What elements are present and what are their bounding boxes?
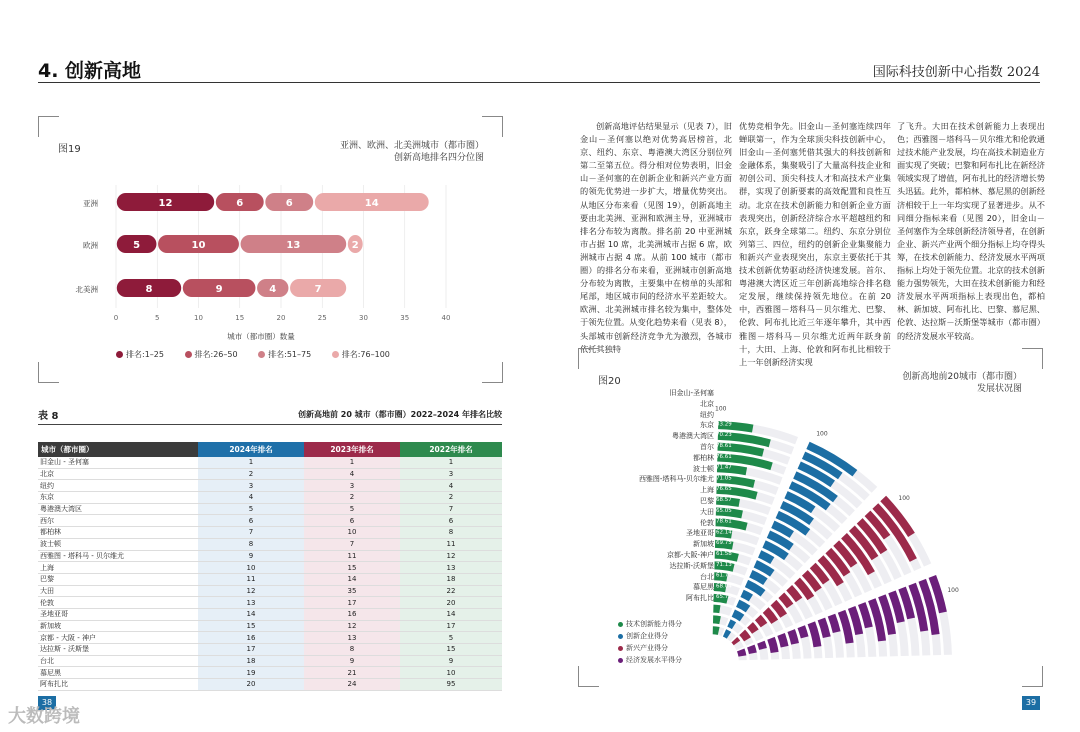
arc-bar — [713, 619, 720, 620]
frame-corner — [1022, 348, 1043, 369]
bar-value-label: 10 — [191, 240, 206, 251]
arc-bar — [771, 638, 775, 652]
score-label: 71.47 — [716, 464, 732, 471]
rank-cell: 10 — [400, 667, 502, 679]
rank-cell: 5 — [198, 503, 304, 515]
rank-cell: 1 — [304, 457, 400, 468]
legend-item — [618, 642, 682, 654]
legend-swatch — [332, 351, 339, 358]
table-row — [38, 562, 502, 574]
rank-cell: 10 — [198, 562, 304, 574]
legend-item — [185, 350, 238, 359]
rank-cell: 6 — [304, 515, 400, 527]
rank-cell: 15 — [400, 644, 502, 656]
table-header-row — [38, 442, 502, 457]
arc-bar — [733, 613, 742, 618]
table-rule — [38, 424, 502, 425]
arc-bar — [781, 634, 785, 646]
legend-label: 排名:76–100 — [341, 350, 390, 359]
legend-label: 技术创新能力得分 — [626, 620, 682, 628]
header-divider — [38, 82, 1040, 83]
arc-bar — [750, 625, 755, 632]
city-cell: 西尔 — [38, 515, 198, 527]
score-label: 68.04 — [716, 583, 732, 590]
table-row — [38, 655, 502, 667]
bar-value-label: 4 — [269, 284, 277, 295]
city-cell: 北京 — [38, 468, 198, 480]
rank-cell: 15 — [304, 562, 400, 574]
score-label: 61.70 — [716, 572, 732, 579]
score-label: 83.29 — [716, 421, 732, 428]
rank-cell: 4 — [304, 468, 400, 480]
city-label: 慕尼黑 — [693, 583, 714, 592]
rank-cell: 6 — [198, 515, 304, 527]
legend-swatch — [618, 646, 623, 651]
table-row — [38, 644, 502, 656]
ranking-table — [38, 442, 502, 691]
rank-cell: 13 — [198, 597, 304, 609]
rank-cell: 14 — [400, 608, 502, 620]
x-tick-label: 10 — [194, 314, 203, 322]
score-label: 65.78 — [716, 594, 732, 601]
frame-corner — [482, 116, 503, 137]
rank-cell: 5 — [304, 503, 400, 515]
city-cell: 伦敦 — [38, 597, 198, 609]
score-label: 78.62 — [716, 389, 732, 395]
city-label: 阿布扎比 — [686, 594, 714, 603]
city-label: 旧金山-圣何塞 — [669, 389, 714, 397]
city-cell: 台北 — [38, 655, 198, 667]
legend-label: 经济发展水平得分 — [626, 656, 682, 664]
arc-bar — [801, 627, 804, 638]
frame-corner — [578, 348, 599, 369]
x-tick-label: 20 — [276, 314, 286, 322]
arc-bar — [738, 603, 748, 609]
rank-cell: 14 — [304, 573, 400, 585]
legend-item — [618, 630, 682, 642]
category-label: 北美洲 — [75, 285, 98, 294]
x-tick-label: 40 — [441, 314, 451, 322]
rank-cell: 20 — [198, 679, 304, 691]
x-tick-label: 5 — [155, 314, 160, 322]
x-tick-label: 25 — [317, 314, 327, 322]
rank-cell: 3 — [198, 480, 304, 492]
rank-cell: 17 — [198, 644, 304, 656]
rank-cell: 5 — [400, 632, 502, 644]
scale-label: 100 — [947, 586, 959, 594]
rank-cell: 21 — [304, 667, 400, 679]
table-row — [38, 632, 502, 644]
scale-label: 100 — [898, 494, 910, 502]
rank-cell: 8 — [198, 538, 304, 550]
city-cell: 西雅图 - 塔科马 - 贝尔维尤 — [38, 550, 198, 562]
rank-cell: 12 — [400, 550, 502, 562]
body-text-col3: 了飞升。大田在技术创新能力上表现出色；西雅图－塔科马－贝尔维尤和伦敦通过技术能产业发展，均在高技术制造业方面实现了突破；巴黎和阿布扎比在新经济领域实现了增值，阿布扎比的经济增长势头迅猛。此外，都柏林、慕尼黑的创新经济相较于上一年均实现了显著进步。从不同细分指标来看（见图 20），旧金山－圣何塞作为全球创新经济领导者，在创新企业、新兴产业两个细分指标上均夺得头筹，在技术创新能力、经济发展水平两项指标上均处于领先位置。北京的技术创新能力强势领先，大田在技术创新能力和经济发展水平两项指标上表现出色，都柏林、新加坡、阿布扎比、巴黎、慕尼黑、伦敦、达拉斯－沃斯堡等城市（都市圈）的经济发展水平较高。 — [897, 121, 1045, 341]
table-row — [38, 620, 502, 632]
legend-swatch — [618, 658, 623, 663]
city-cell: 慕尼黑 — [38, 667, 198, 679]
city-label: 波士顿 — [693, 464, 714, 473]
table-row — [38, 527, 502, 539]
arc-bar — [713, 630, 719, 631]
city-label: 巴黎 — [700, 496, 714, 505]
arc-bar — [862, 604, 869, 628]
figure19-title-line2: 创新高地排名四分位图 — [393, 153, 484, 163]
frame-corner — [38, 116, 59, 137]
arc-bar — [789, 588, 799, 600]
table-row — [38, 480, 502, 492]
arc-bar — [713, 609, 720, 610]
arc-bar — [746, 584, 763, 594]
arc-bar — [852, 607, 860, 634]
rank-cell: 9 — [304, 655, 400, 667]
bar-value-label: 12 — [158, 198, 173, 209]
score-label: 76.61 — [716, 453, 732, 460]
score-label: 61.58 — [716, 551, 732, 557]
city-cell: 达拉斯 - 沃斯堡 — [38, 644, 198, 656]
score-label: 76.65 — [716, 486, 732, 493]
arc-bar — [781, 595, 790, 606]
rank-cell: 3 — [304, 480, 400, 492]
legend-swatch — [258, 351, 265, 358]
legend-swatch — [618, 634, 623, 639]
rank-cell: 17 — [304, 597, 400, 609]
frame-corner — [578, 666, 599, 687]
rank-cell: 3 — [400, 468, 502, 480]
table-row — [38, 573, 502, 585]
score-label: 78.61 — [716, 518, 732, 525]
rank-cell: 17 — [400, 620, 502, 632]
arc-bar — [761, 642, 763, 649]
score-label: 76.84 — [716, 410, 732, 417]
city-cell: 新加坡 — [38, 620, 198, 632]
table-row — [38, 457, 502, 468]
x-tick-label: 15 — [235, 314, 245, 322]
rank-cell: 6 — [400, 515, 502, 527]
arc-bar — [734, 640, 737, 643]
rank-cell: 14 — [198, 608, 304, 620]
score-label: 70.23 — [716, 432, 732, 439]
body-text-col1: 创新高地评估结果显示（见表 7），旧金山－圣何塞以绝对优势高居榜首，北京、纽约、东京、粤港澳大湾区分别位列第二至第五位。得分相对位势表明，旧金山－圣何塞的在创新企业和新兴产业方面的领先优势进一步扩大，增量优势突出。从地区分布来看（见图 19），创新高地主要由北美洲、亚洲和欧洲主导，亚洲城市排名分布较为离散。排名前 20 中亚洲城市占据 10 席，北美洲城市占据 6 席，欧洲城市占据 4 席。从前 100 城市（都市圈）的排名分布来看，亚洲城市创新高地分布较为离散，主要集中在榜单的头部和尾部，地区城市间的经济水平差距较大。欧洲、北美洲城市排名较为集中，整体处于领先位置。从变化趋势来看（见表 8），头部城市创新经济竞争尤为激烈，各城市依托其独特 — [580, 121, 732, 354]
bar-value-label: 6 — [236, 198, 244, 209]
bar-value-label: 13 — [286, 240, 301, 251]
bar-value-label: 8 — [145, 284, 153, 295]
rank-cell: 16 — [304, 608, 400, 620]
rank-cell: 18 — [400, 573, 502, 585]
frame-corner — [482, 362, 503, 383]
rank-cell: 16 — [198, 632, 304, 644]
figure19-legend — [116, 349, 390, 360]
rank-cell: 13 — [400, 562, 502, 574]
rank-cell: 9 — [198, 550, 304, 562]
x-tick-label: 30 — [359, 314, 368, 322]
arc-bar — [773, 524, 792, 534]
rank-cell: 2 — [400, 492, 502, 504]
rank-cell: 7 — [400, 503, 502, 515]
rank-cell: 20 — [400, 597, 502, 609]
rank-cell: 4 — [400, 480, 502, 492]
arc-bar — [902, 588, 911, 618]
arc-bar — [751, 646, 753, 653]
rank-cell: 35 — [304, 585, 400, 597]
city-cell: 上海 — [38, 562, 198, 574]
rank-cell: 95 — [400, 679, 502, 691]
x-tick-label: 35 — [400, 314, 410, 322]
legend-label: 排名:26–50 — [194, 350, 238, 359]
publication-title: 国际科技创新中心指数 2024 — [872, 65, 1040, 80]
figure20-city-list — [598, 388, 714, 604]
arc-bar — [742, 632, 747, 639]
rank-cell: 11 — [304, 550, 400, 562]
score-label: 71.13 — [716, 561, 732, 568]
rank-cell: 1 — [400, 457, 502, 468]
rank-cell: 12 — [304, 620, 400, 632]
score-label: 78.61 — [716, 443, 732, 449]
arc-bar — [842, 611, 850, 643]
arc-bar — [758, 617, 764, 625]
section-title: 4. 创新高地 — [38, 60, 142, 82]
city-cell: 粤港澳大湾区 — [38, 503, 198, 515]
city-cell: 都柏林 — [38, 527, 198, 539]
city-label: 新加坡 — [693, 540, 714, 549]
table8-label: 表 8 — [38, 411, 59, 422]
page-number-right: 39 — [1022, 696, 1040, 710]
table-row — [38, 492, 502, 504]
city-cell: 阿布扎比 — [38, 679, 198, 691]
rank-cell: 8 — [400, 527, 502, 539]
city-label: 北京 — [700, 399, 714, 408]
legend-item — [116, 350, 164, 359]
legend-item — [332, 350, 390, 359]
arc-bar — [741, 650, 743, 656]
bar-value-label: 2 — [351, 240, 359, 251]
figure19-label: 图19 — [58, 144, 81, 155]
table-row — [38, 679, 502, 691]
page-number-left: 38 — [38, 696, 56, 710]
rank-cell: 10 — [304, 527, 400, 539]
city-label: 圣地亚哥 — [686, 529, 714, 538]
city-cell: 大田 — [38, 585, 198, 597]
category-label: 欧洲 — [83, 241, 98, 250]
arc-bar — [811, 623, 817, 647]
score-label: 69.75 — [716, 540, 732, 547]
rank-cell: 7 — [304, 538, 400, 550]
body-text-col2: 优势竞相争先。旧金山－圣何塞连续四年蝉联第一，作为全球顶尖科技创新中心，旧金山－圣何塞凭借其强大的科技创新和金融体系，集聚吸引了大量高科技企业和初创公司、顶尖科技人才和高技术产业集群，实现了创新要素的高效配置和良性互动。北京在技术创新能力和创新企业方面表现突出，创新经济综合水平超越纽约和东京，跃身全球第二。纽约、东京分别位列第三、四位，纽约的创新企业集聚能力和新兴产业表现突出，东京主要依托于其技术创新优势驱动经济快速发展。首尔、粤港澳大湾区近三年创新高地综合排名稳定发展，继续保持领先地位。在前 20 中，西雅图－塔科马－贝尔维尤、巴黎、伦敦、阿布扎比近三年逐年攀升，其中西雅图－塔科马－贝尔维尤近两年跃身前十，大田、上海、伦敦和阿布扎比相较于上一年创新经济实现 — [739, 121, 891, 367]
rank-cell: 2 — [198, 468, 304, 480]
scale-label: 100 — [816, 430, 828, 438]
city-cell: 圣地亚哥 — [38, 608, 198, 620]
rank-cell: 11 — [198, 573, 304, 585]
table-row — [38, 608, 502, 620]
figure20-legend — [618, 618, 682, 666]
table-header: 2023年排名 — [304, 442, 400, 457]
arc-bar — [831, 615, 836, 632]
city-label: 都柏林 — [693, 453, 714, 462]
legend-swatch — [185, 351, 192, 358]
figure20-title-line2: 发展状况图 — [976, 384, 1022, 394]
city-cell: 纽约 — [38, 480, 198, 492]
category-label: 亚洲 — [83, 199, 98, 208]
rank-cell: 2 — [304, 492, 400, 504]
arc-bar — [725, 633, 729, 635]
legend-swatch — [618, 622, 623, 627]
score-label: 65.05 — [716, 507, 732, 514]
arc-bar — [729, 623, 734, 626]
table-header: 2024年排名 — [198, 442, 304, 457]
city-cell: 东京 — [38, 492, 198, 504]
table-row — [38, 468, 502, 480]
rank-cell: 22 — [400, 585, 502, 597]
city-cell: 巴黎 — [38, 573, 198, 585]
table-header: 2022年排名 — [400, 442, 502, 457]
bar-value-label: 7 — [314, 284, 322, 295]
figure19-chart — [60, 180, 480, 345]
arc-bar — [821, 619, 826, 637]
table-row — [38, 585, 502, 597]
legend-label: 新兴产业得分 — [626, 644, 668, 652]
arc-bar — [760, 554, 773, 561]
table-row — [38, 597, 502, 609]
legend-label: 创新企业得分 — [626, 632, 668, 640]
legend-item — [618, 654, 682, 666]
figure20-radial-chart — [712, 376, 1042, 666]
arc-bar — [766, 610, 775, 622]
legend-label: 排名:1–25 — [126, 350, 164, 359]
figure19-title-line1: 亚洲、欧洲、北美洲城市（都市圈） — [339, 141, 484, 151]
x-tick-label: 0 — [113, 314, 119, 322]
watermark-logo: 大数跨境 — [8, 706, 80, 727]
city-label: 达拉斯-沃斯堡 — [669, 561, 714, 570]
bar-value-label: 6 — [285, 198, 293, 209]
arc-bar — [791, 631, 795, 644]
bar-value-label: 14 — [364, 198, 379, 209]
arc-bar — [755, 564, 772, 574]
city-label: 台北 — [700, 572, 714, 581]
table-row — [38, 667, 502, 679]
figure20-label: 图20 — [598, 376, 621, 387]
table-row — [38, 538, 502, 550]
rank-cell: 9 — [400, 655, 502, 667]
rank-cell: 19 — [198, 667, 304, 679]
city-label: 京都-大阪-神户 — [666, 550, 714, 559]
arc-bar — [742, 593, 751, 598]
x-axis-label: 城市（都市圈）数量 — [227, 332, 295, 341]
table-row — [38, 550, 502, 562]
frame-corner — [38, 362, 59, 383]
arc-bar — [774, 603, 784, 616]
city-label: 东京 — [700, 421, 714, 430]
frame-corner — [1022, 666, 1043, 687]
city-label: 首尔 — [700, 442, 714, 451]
table-row — [38, 515, 502, 527]
city-cell: 旧金山 - 圣何塞 — [38, 457, 198, 468]
city-label: 伦敦 — [700, 518, 714, 527]
city-cell: 波士顿 — [38, 538, 198, 550]
rank-cell: 24 — [304, 679, 400, 691]
rank-cell: 8 — [304, 644, 400, 656]
score-label: 62.14 — [716, 529, 732, 536]
legend-item — [258, 350, 311, 359]
rank-cell: 18 — [198, 655, 304, 667]
arc-bar — [892, 592, 901, 622]
rank-cell: 12 — [198, 585, 304, 597]
rank-cell: 13 — [304, 632, 400, 644]
table-header: 城市（都市圈） — [38, 442, 198, 457]
bar-value-label: 5 — [133, 240, 141, 251]
score-label: 100.00 — [716, 399, 736, 406]
legend-label: 排名:51–75 — [268, 350, 312, 359]
figure20-title-line1: 创新高地前20城市（都市圈） — [902, 372, 1022, 382]
rank-cell: 11 — [400, 538, 502, 550]
figure19-title — [264, 140, 484, 164]
arc-bar — [751, 574, 765, 582]
legend-swatch — [116, 351, 123, 358]
score-label: 71.05 — [716, 475, 732, 482]
bar-value-label: 9 — [215, 284, 223, 295]
rank-cell: 15 — [198, 620, 304, 632]
city-label: 上海 — [700, 486, 714, 495]
city-cell: 京都 - 大阪 - 神户 — [38, 632, 198, 644]
city-label: 纽约 — [700, 410, 714, 419]
rank-cell: 1 — [198, 457, 304, 468]
city-label: 粤港澳大湾区 — [672, 432, 714, 441]
score-label: 68.57 — [716, 497, 732, 503]
city-label: 大田 — [700, 507, 714, 516]
city-label: 西雅图-塔科马-贝尔维尤 — [638, 475, 714, 484]
table-row — [38, 503, 502, 515]
table8-title: 创新高地前 20 城市（都市圈）2022–2024 年排名比较 — [297, 410, 502, 419]
legend-item — [618, 618, 682, 630]
rank-cell: 4 — [198, 492, 304, 504]
rank-cell: 7 — [198, 527, 304, 539]
scale-label: 100 — [715, 405, 727, 413]
